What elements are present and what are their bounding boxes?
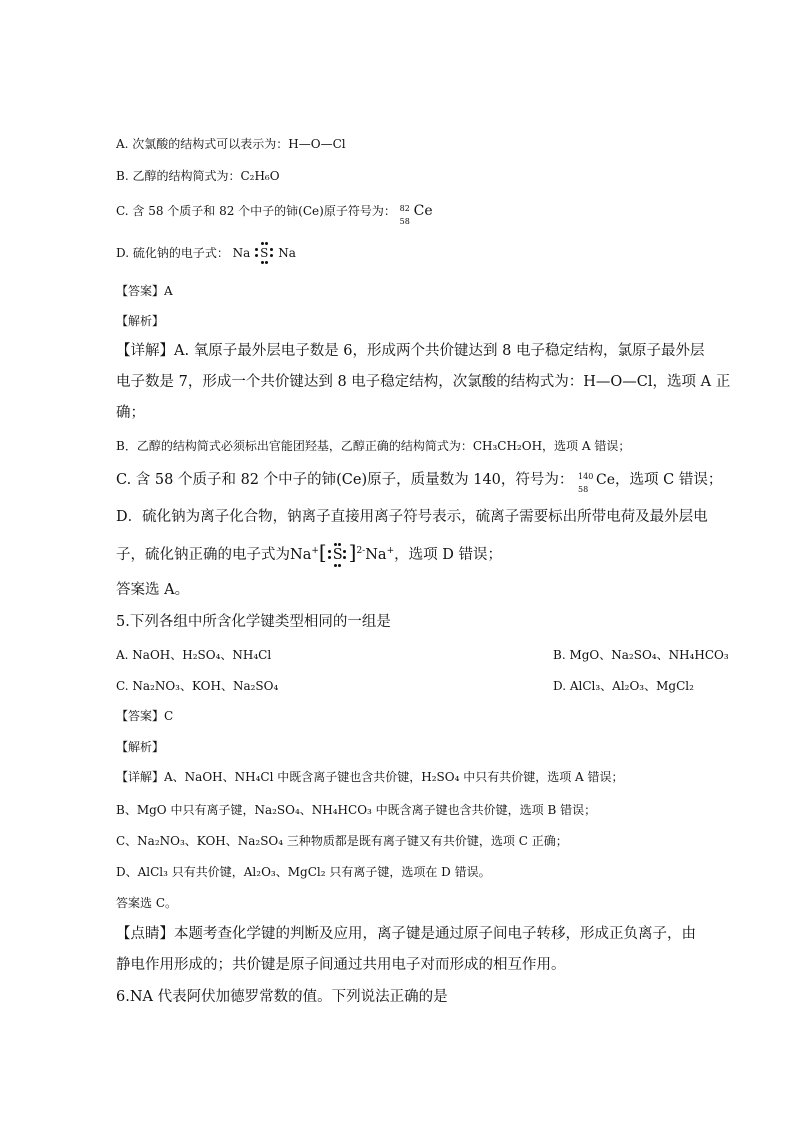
- q4-option-b-text: B. 乙醇的结构简式为：: [116, 169, 241, 183]
- q5-option-b: B. MgO、Na₂SO₄、NH₄HCO₃: [553, 648, 729, 662]
- q5-comment-2: 静电作用形成的；共价键是原子间通过共用电子对而形成的相互作用。: [116, 957, 566, 973]
- q4-option-d-text: D. 硫化钠的电子式：: [116, 246, 229, 260]
- q5-answer: 【答案】C: [116, 709, 174, 723]
- q5-analysis-label: 【解析】: [116, 740, 165, 754]
- q5-option-d: D. AlCl₃、Al₂O₃、MgCl₂: [553, 679, 694, 693]
- q4-detail-a-3: 确；: [116, 405, 145, 421]
- q4-detail-d-2: [116, 542, 678, 565]
- sulfur-electron-dots: [254, 243, 274, 263]
- q5-option-c: C. Na₂NO₃、KOH、Na₂SO₄: [116, 679, 279, 693]
- q4-detail-a-1: 【详解】A. 氧原子最外层电子数是 6，形成两个共价键达到 8 电子稳定结构，氯原子最外层: [116, 343, 705, 359]
- q4-detail-b: B．乙醇的结构简式必须标出官能团羟基，乙醇正确的结构简式为：CH₃CH₂OH，选项 A 错误；: [116, 439, 631, 453]
- plus-charge: +: [311, 546, 319, 557]
- element-symbol: Ce: [413, 203, 433, 219]
- s-symbol: S: [260, 246, 269, 260]
- isotope-symbol: [578, 470, 596, 494]
- q6-stem: 6.NA 代表阿伏加德罗常数的值。下列说法正确的是: [116, 989, 448, 1005]
- q4-detail-c-post: ，选项 C 错误；: [615, 472, 723, 488]
- sulfide-electron-dots: [327, 545, 349, 565]
- q4-option-c-text: C. 含 58 个质子和 82 个中子的铈(Ce)原子符号为：: [116, 204, 396, 218]
- q5-option-a: A. NaOH、H₂SO₄、NH₄Cl: [116, 648, 272, 662]
- q4-detail-a-2: 电子数是 7，形成一个共价键达到 8 电子稳定结构，次氯酸的结构式为：H—O—Cl，选项 A 正: [116, 374, 731, 390]
- right-bracket: ]: [348, 540, 357, 564]
- left-bracket: [: [318, 540, 327, 564]
- q5-comment-1: 【点睛】本题考查化学键的判断及应用，离子键是通过原子间电子转移，形成正负离子，由: [116, 926, 696, 942]
- q4-answer: 【答案】A: [116, 284, 173, 298]
- q4-option-d: [116, 243, 678, 263]
- q5-detail-c: C、Na₂NO₃、KOH、Na₂SO₄ 三种物质都是既有离子键又有共价键，选项 C 正确；: [116, 834, 568, 848]
- q5-detail-a: 【详解】A、NaOH、NH₄Cl 中既含离子键也含共价键，H₂SO₄ 中只有共价键，选项 A 错误；: [116, 770, 624, 784]
- q5-options-row-2: [116, 676, 694, 696]
- q4-detail-d-2-post: ，选项 D 错误；: [394, 547, 502, 563]
- q4-analysis-label: 【解析】: [116, 314, 165, 328]
- atomic-number: 58: [578, 485, 589, 494]
- q4-detail-d-2-text: 子，硫化钠正确的电子式为: [116, 547, 290, 563]
- q4-option-c: [116, 201, 678, 226]
- q5-detail-b: B、MgO 中只有离子键，Na₂SO₄、NH₄HCO₃ 中既含离子键也含共价键，选项 B 错误；: [116, 803, 597, 817]
- atomic-number: 58: [399, 216, 410, 226]
- q4-detail-c-text: C. 含 58 个质子和 82 个中子的铈(Ce)原子，质量数为 140，符号为：: [116, 472, 574, 488]
- mass-number: 82: [399, 203, 410, 213]
- q4-option-b-formula: C₂H₆O: [240, 169, 280, 183]
- q5-stem: 5.下列各组中所含化学键类型相同的一组是: [116, 614, 391, 630]
- na-symbol-2: Na: [278, 246, 296, 260]
- q5-detail-d: D、AlCl₃ 只有共价键，Al₂O₃、MgCl₂ 只有离子键，选项在 D 错误。: [116, 865, 491, 879]
- q4-conclusion: 答案选 A。: [116, 582, 190, 598]
- element-symbol: Ce: [596, 472, 616, 488]
- q5-conclusion: 答案选 C。: [116, 896, 177, 910]
- q4-detail-c: [116, 470, 723, 494]
- mass-number: 140: [578, 472, 594, 481]
- plus-charge-2: +: [386, 546, 395, 557]
- q5-options-row-1: [116, 645, 729, 665]
- s-symbol: S: [332, 547, 343, 563]
- na-symbol: Na: [232, 246, 251, 260]
- na-ion-2: Na: [365, 547, 387, 563]
- q4-option-a: A. 次氯酸的结构式可以表示为：H—O—Cl: [116, 137, 346, 151]
- q4-detail-d-1: D．硫化钠为离子化合物，钠离子直接用离子符号表示，硫离子需要标出所带电荷及最外层电: [116, 509, 708, 525]
- q4-option-b: [116, 166, 678, 186]
- sulfide-charge: 2-: [356, 546, 366, 557]
- isotope-symbol: [399, 202, 414, 226]
- na-ion: Na: [290, 547, 312, 563]
